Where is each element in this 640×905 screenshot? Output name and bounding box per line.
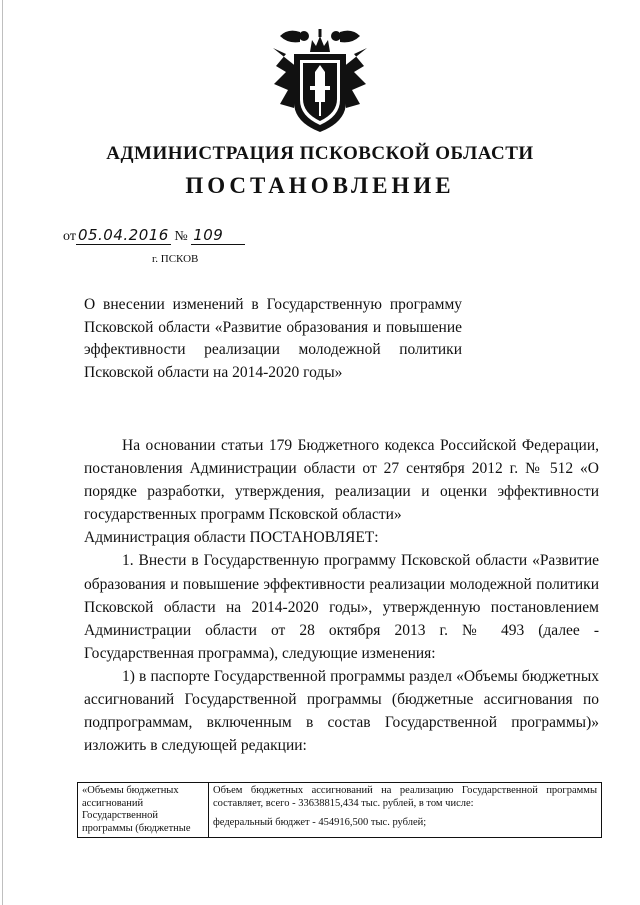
- city-label: г. ПСКОВ: [152, 253, 199, 265]
- budget-table: [77, 782, 602, 838]
- item-1-paragraph: 1. Внести в Государственную программу Псковской области «Развитие образования и повышение эффективности реализации молодежной политики Псковской области на 2014-2020 годы», утвержденную постановлением Администрации области от 28 октября 2013 г. № 493 (далее - Государственная программа), следующие изменения:: [84, 552, 599, 662]
- item-1-subitem-1-paragraph: 1) в паспорте Государственной программы раздел «Объемы бюджетных ассигнований Государственной программы (бюджетные ассигнования по подпрограммам, включенным в состав Государственной программы)» изложить в следующей редакции:: [84, 667, 599, 755]
- organization-title: АДМИНИСТРАЦИЯ ПСКОВСКОЙ ОБЛАСТИ: [106, 143, 534, 164]
- document-type-title: ПОСТАНОВЛЕНИЕ: [185, 173, 455, 198]
- federal-budget-text: федеральный бюджет - 454916,500 тыс. рублей;: [213, 817, 427, 828]
- table-cell-content: [209, 783, 602, 838]
- table-cell-heading: «Объемы бюджетных ассигнований Государственной программы (бюджетные: [78, 783, 209, 838]
- table-row: [78, 783, 602, 838]
- document-subject: О внесении изменений в Государственную программу Псковской области «Развитие образования и повышение эффективности реализации молодежной политики Псковской области на 2014-2020 годы»: [84, 296, 462, 381]
- date-prefix: от: [63, 229, 76, 244]
- page-edge-line: [2, 0, 3, 905]
- coat-of-arms-icon: [270, 28, 370, 134]
- document-body: [84, 434, 599, 757]
- document-number: 109: [191, 226, 245, 245]
- budget-total-text: Объем бюджетных ассигнований на реализацию Государственной программы составляет, всего - 33638815,434 тыс. рублей, в том числе:: [213, 785, 597, 809]
- resolves-line: Администрация области ПОСТАНОВЛЯЕТ:: [84, 529, 379, 547]
- number-prefix: №: [174, 229, 188, 244]
- document-date: 05.04.2016: [77, 226, 169, 244]
- preamble-paragraph: На основании статьи 179 Бюджетного кодекса Российской Федерации, постановления Администрации области от 27 сентября 2012 г. № 512 «О порядке разработки, утверждения, реализации и оценки эффективности государственных программ Псковской области»: [84, 437, 599, 524]
- date-number-line: [63, 226, 245, 245]
